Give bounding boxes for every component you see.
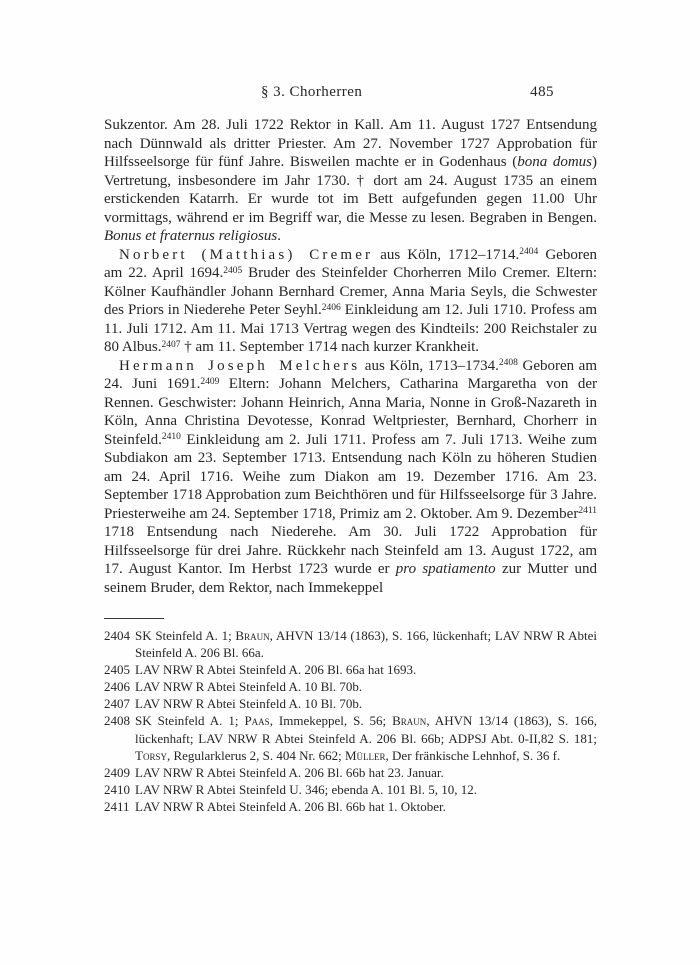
text-segment: aus Köln, 1712–1714. [373,246,520,263]
text-segment: aus Köln, 1713–1734. [360,357,499,374]
text-segment: Norbert (Matthias) Cremer [119,246,374,263]
text-segment: bona domus [517,154,592,170]
footnote-number: 2407 [104,696,130,712]
footnote-reference: 2410 [161,432,181,443]
footnote-text [135,678,597,695]
text-segment: , Der fränkische Lehnhof, S. 36 f. [385,747,561,763]
text-segment: Einkleidung am 12. Juli 1710. Profess am 11. Juli 1712. Am 11. Mai 1713 Vertrag wegen des Kindteils: 200 Reichstaler zu 80 Albus. [104,302,597,355]
footnote [104,678,597,695]
footnote-number: 2406 [104,679,130,695]
footnote-reference: 2406 [321,302,341,313]
text-segment: Braun [235,628,270,643]
text-segment: Geboren am 22. April 1694. [104,246,597,281]
footnote-text [135,764,597,781]
footnote-text [135,695,597,712]
paragraph [104,116,597,246]
footnote-text [135,627,597,661]
footnote-number: 2408 [104,713,130,729]
text-segment: LAV NRW R Abtei Steinfeld A. 206 Bl. 66b hat 1. Oktober. [135,798,446,814]
text-segment: SK Steinfeld A. 1; [135,713,245,729]
footnote [104,695,597,712]
text-segment: Bruder des Steinfelder Chorherren Milo Cremer. Eltern: Kölner Kaufhändler Johann Bernhard Cremer, Anna Maria Seyls, die Schwester des Priors in Niederehe Peter Seyhl. [104,265,597,318]
footnote-number: 2410 [104,781,130,797]
footnote-text [135,712,597,763]
footnote-text [135,661,597,678]
footnote [104,781,597,798]
text-segment: Eltern: Johann Melchers, Catharina Margaretha von der Rennen. Geschwister: Johann Heinrich, Anna Maria, Nonne in Groß-Nazareth in Köln, Anna Christina Devotesse, Konrad Weltpriester, Bernhard, Chorherr in Steinfeld. [104,376,597,448]
text-segment: , Regularklerus 2, S. 404 Nr. 662; [166,747,345,763]
text-segment: LAV NRW R Abtei Steinfeld A. 10 Bl. 70b. [135,696,363,712]
text-segment: , AHVN 13/14 (1863), S. 166, lückenhaft; LAV NRW R Abtei Steinfeld A. 206 Bl. 66b; ADPSJ Abt. 0-II,82 S. 181; [135,713,597,746]
footnote-number: 2409 [104,764,130,780]
page-number: 485 [530,84,554,100]
section-heading: § 3. Chorherren [261,84,363,100]
footnote [104,712,597,763]
text-segment: † am 11. September 1714 nach kurzer Krankheit. [180,339,480,355]
paragraph [104,246,597,357]
text-segment: LAV NRW R Abtei Steinfeld A. 206 Bl. 66b hat 23. Januar. [135,764,444,780]
paragraph [104,357,597,598]
text-segment: , Immekeppel, S. 56; [269,713,393,729]
footnote-number: 2411 [104,798,130,814]
footnote-reference: 2409 [200,376,220,387]
text-segment: ) Vertretung, insbesondere im Jahr 1730. † dort am 24. August 1735 an einem erstickenden Katarrh. Er wurde tot im Bett aufgefunden gegen 11.00 Uhr vormittags, während er im Begriff war, die Messe zu lesen. Begraben in Bengen. [104,154,597,226]
footnote-text [135,781,597,798]
footnote-number: 2405 [104,662,130,678]
text-segment: SK Steinfeld A. 1; [135,628,236,643]
footnote-reference: 2404 [519,247,539,258]
footnote-separator [104,618,164,619]
footnote [104,764,597,781]
footnote-reference: 2407 [161,339,181,350]
text-segment: . [277,228,281,244]
text-segment: zur Mutter und seinem Bruder, dem Rektor, nach Immekeppel [104,561,597,596]
running-header [104,84,597,104]
text-segment: Bonus et fraternus religiosus [104,228,278,244]
footnote-reference: 2411 [578,506,597,517]
footnote [104,661,597,678]
footnotes [104,627,597,815]
text-segment: Torsy [135,747,167,763]
text-segment: Braun [392,713,427,729]
text-segment: LAV NRW R Abtei Steinfeld U. 346; ebenda A. 101 Bl. 5, 10, 12. [135,781,477,797]
text-segment: LAV NRW R Abtei Steinfeld A. 206 Bl. 66a hat 1693. [135,662,417,678]
text-segment: Geboren am 24. Juni 1691. [104,357,597,392]
text-segment: pro spatiamento [395,561,496,577]
text-segment: 1718 Entsendung nach Niederehe. Am 30. Juli 1722 Approbation für Hilfsseelsorge für drei Jahre. Rückkehr nach Steinfeld am 13. August 1722, am 17. August Kantor. Im Herbst 1723 wurde er [104,524,597,577]
footnote-reference: 2408 [498,358,518,369]
body-text [104,116,597,617]
text-segment: , AHVN 13/14 (1863), S. 166, lückenhaft; LAV NRW R Abtei Steinfeld A. 206 Bl. 66a. [135,628,597,661]
text-segment: Einkleidung am 2. Juli 1711. Profess am 7. Juli 1713. Weihe zum Subdiakon am 23. September 1713. Entsendung nach Köln zu höheren Studien am 24. April 1716. Weihe zum Diakon am 19. Dezember 1716. Am 23. September 1718 Approbation zum Beichthören und für Hilfsseelsorge für 3 Jahre. Priesterweihe am 24. September 1718, Primiz am 2. Oktober. Am 9. Dezember [104,431,597,522]
text-segment: Hermann Joseph Melchers [119,357,361,374]
footnote [104,798,597,815]
footnote-text [135,798,597,815]
text-segment: LAV NRW R Abtei Steinfeld A. 10 Bl. 70b. [135,679,363,695]
footnote [104,627,597,661]
footnote-number: 2404 [104,628,130,643]
text-segment: Paas [244,713,270,729]
text-segment: Müller [344,747,386,763]
text-segment: Sukzentor. Am 28. Juli 1722 Rektor in Kall. Am 11. August 1727 Entsendung nach Dünnwald als dritter Priester. Am 27. November 1727 Approbation für Hilfsseelsorge für fünf Jahre. Bisweilen machte er in Godenhaus ( [104,117,597,170]
footnote-reference: 2405 [223,265,243,276]
